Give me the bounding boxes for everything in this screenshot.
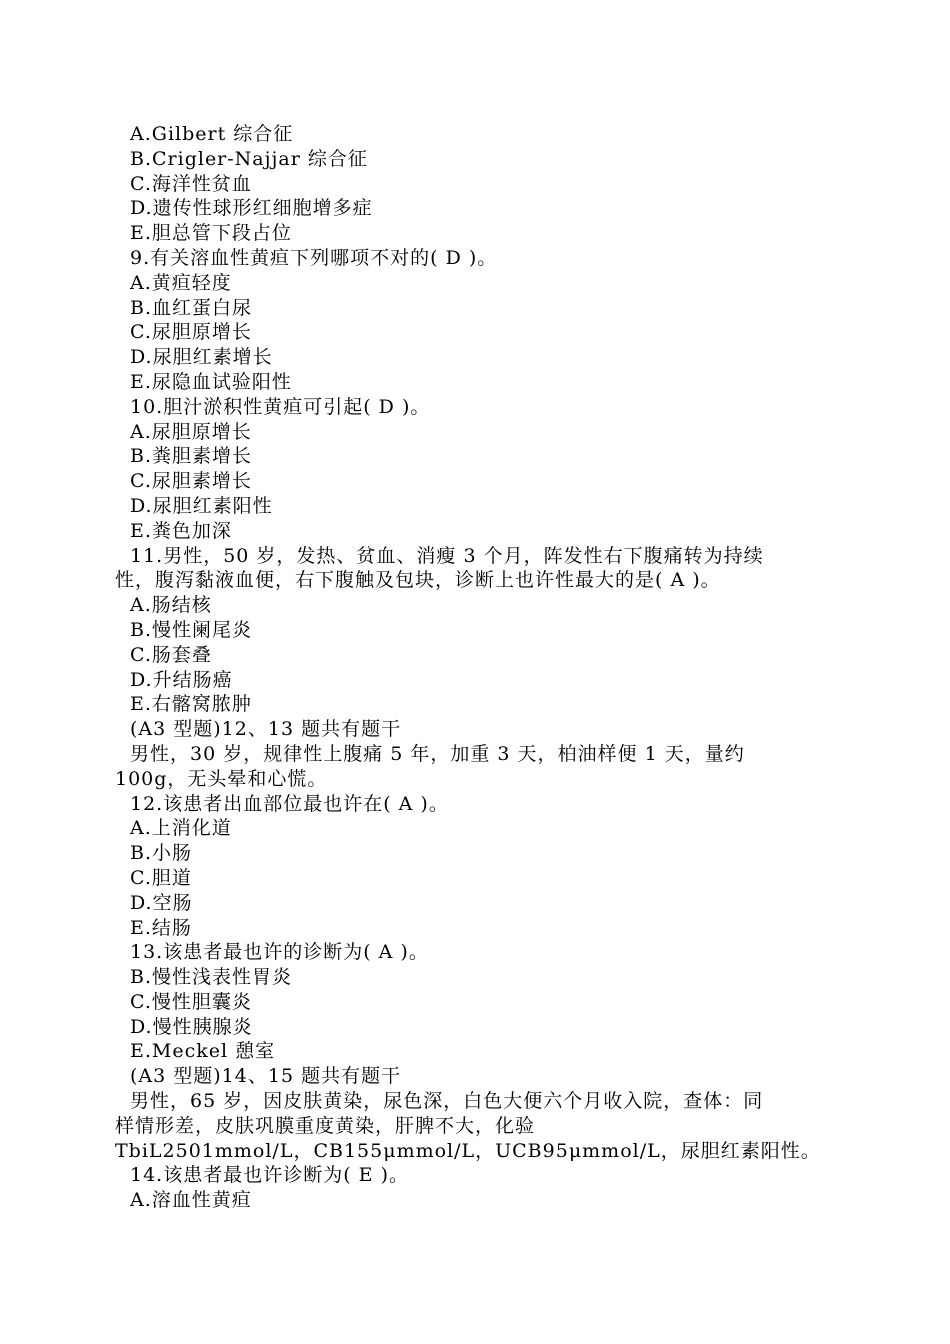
text-line: (A3 型题)12、13 题共有题干 [130, 718, 402, 741]
text-line: 100g，无头晕和心慌。 [115, 767, 328, 790]
text-line: E.右髂窝脓肿 [130, 693, 252, 716]
text-line: D.遗传性球形红细胞增多症 [130, 197, 373, 220]
text-line: B.粪胆素增长 [130, 445, 253, 468]
text-line: C.海洋性贫血 [130, 172, 252, 195]
text-line: 性，腹泻黏液血便，右下腹触及包块，诊断上也许性最大的是( A )。 [115, 569, 721, 592]
text-line: 14.该患者最也许诊断为( E )。 [130, 1164, 409, 1187]
text-line: 样情形差，皮肤巩膜重度黄染，肝脾不大，化验 [115, 1114, 536, 1137]
text-line: C.胆道 [130, 866, 192, 889]
text-line: D.尿胆红素增长 [130, 346, 273, 369]
text-line: A.尿胆原增长 [130, 420, 252, 443]
text-line: 13.该患者最也许的诊断为( A )。 [130, 941, 429, 964]
text-line: A.肠结核 [130, 594, 212, 617]
text-line: 11.男性，50 岁，发热、贫血、消瘦 3 个月，阵发性右下腹痛转为持续 [130, 544, 764, 567]
text-line: D.慢性胰腺炎 [130, 1015, 253, 1038]
text-line: D.尿胆红素阳性 [130, 494, 273, 517]
text-line: A.Gilbert 综合征 [130, 123, 294, 145]
text-line: 男性，30 岁，规律性上腹痛 5 年，加重 3 天，柏油样便 1 天，量约 [130, 742, 745, 765]
text-line: 9.有关溶血性黄疸下列哪项不对的( D )。 [130, 246, 498, 269]
text-line: 男性，65 岁，因皮肤黄染，尿色深，白色大便六个月收入院，查体：同 [130, 1090, 764, 1113]
text-line: TbiL2501mmol/L，CB155μmmol/L，UCB95μmmol/L，尿胆红素阳性。 [115, 1139, 821, 1162]
text-line: C.尿胆原增长 [130, 321, 252, 344]
text-line: A.黄疸轻度 [130, 271, 232, 294]
text-line: B.Crigler-Najjar 综合征 [130, 147, 368, 170]
text-line: E.胆总管下段占位 [130, 222, 292, 245]
text-line: B.血红蛋白尿 [130, 296, 253, 319]
text-line: B.小肠 [130, 842, 193, 865]
document-body [115, 122, 835, 1213]
text-line: A.上消化道 [130, 817, 232, 840]
text-line: D.空肠 [130, 891, 193, 914]
text-line: D.升结肠癌 [130, 668, 233, 691]
text-line: E.尿隐血试验阳性 [130, 370, 292, 393]
text-line: B.慢性阑尾炎 [130, 618, 253, 641]
text-line: C.尿胆素增长 [130, 470, 252, 493]
text-line: E.粪色加深 [130, 519, 232, 542]
text-line: B.慢性浅表性胃炎 [130, 966, 293, 989]
text-line: E.结肠 [130, 916, 192, 939]
text-line: (A3 型题)14、15 题共有题干 [130, 1065, 402, 1088]
text-line: 12.该患者出血部位最也许在( A )。 [130, 792, 449, 815]
text-line: C.肠套叠 [130, 643, 212, 666]
text-line: E.Meckel 憩室 [130, 1040, 276, 1063]
text-line: A.溶血性黄疸 [130, 1189, 252, 1212]
text-line: 10.胆汁淤积性黄疸可引起( D )。 [130, 395, 431, 418]
text-line: C.慢性胆囊炎 [130, 990, 252, 1013]
